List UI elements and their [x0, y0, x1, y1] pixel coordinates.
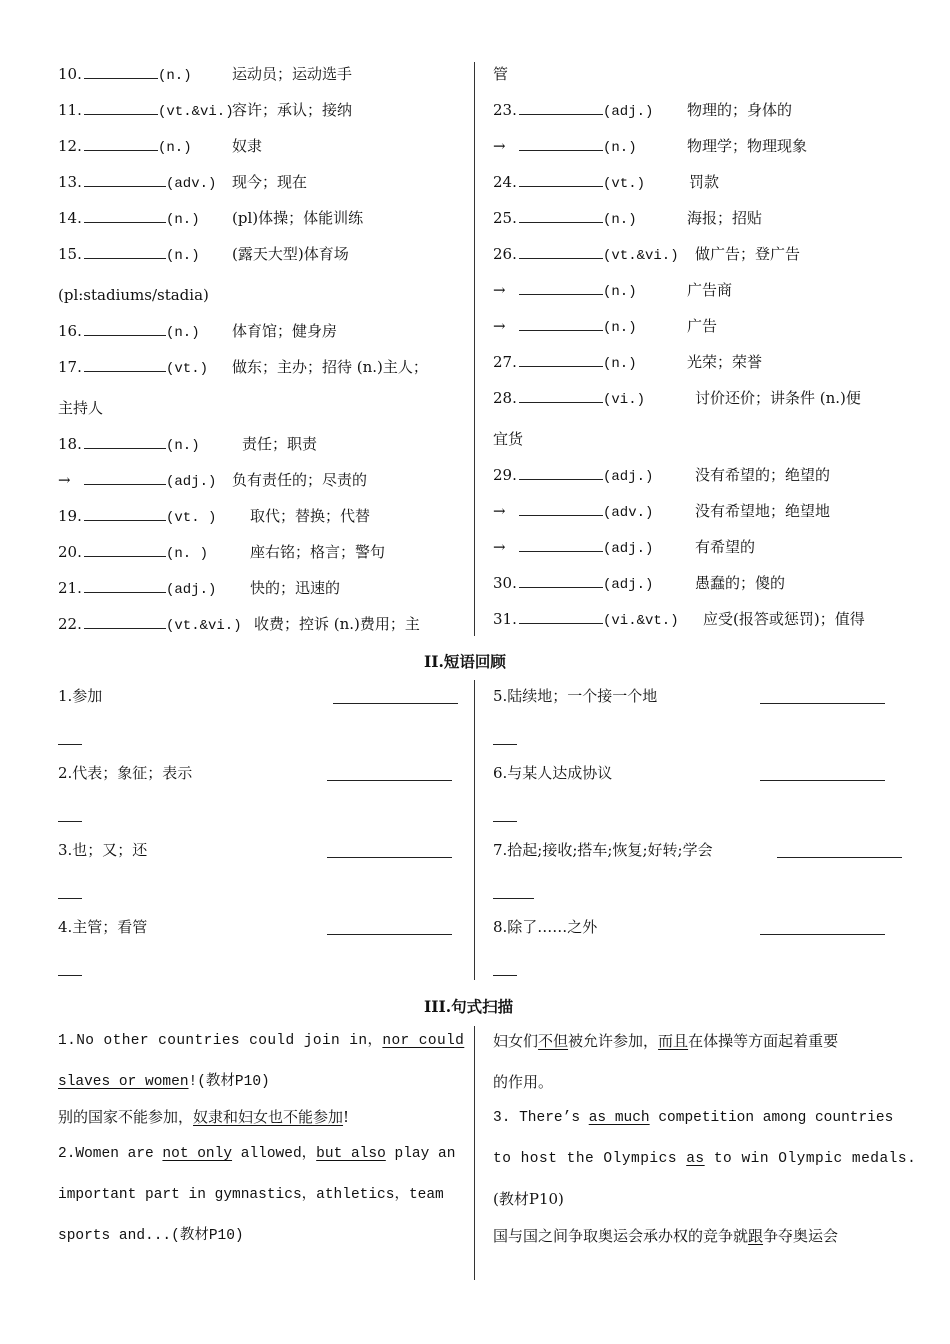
- vocab-number: 10.: [58, 65, 82, 83]
- sentence-2-en-line3: sports and...(教材P10): [58, 1228, 244, 1244]
- part-of-speech: (n.): [158, 68, 192, 84]
- answer-blank[interactable]: [777, 857, 902, 858]
- answer-blank[interactable]: [84, 470, 166, 485]
- part-of-speech: (n.): [166, 212, 200, 228]
- answer-blank[interactable]: [519, 609, 603, 624]
- answer-blank-continuation: [493, 744, 517, 745]
- sentence-2-cn-line1: 妇女们不但被允许参加，而且在体操等方面起着重要: [493, 1032, 839, 1050]
- vocab-item: [493, 280, 732, 302]
- vocab-item: [493, 352, 762, 374]
- vocab-number: 13.: [58, 173, 82, 191]
- vocab-number: 25.: [493, 209, 517, 227]
- vocab-item: [58, 285, 209, 305]
- vocab-item: [58, 244, 349, 266]
- vocab-item: [58, 100, 352, 122]
- vocab-meaning: 做广告；登广告: [695, 245, 801, 263]
- vocab-meaning: 取代；替换；代替: [250, 507, 371, 525]
- vocab-meaning: 运动员；运动选手: [232, 65, 353, 83]
- vocab-meaning: 容许；承认；接纳: [232, 101, 353, 119]
- answer-blank[interactable]: [84, 321, 166, 336]
- part-of-speech: (adj.): [166, 474, 217, 490]
- vocab-number: 26.: [493, 245, 517, 263]
- answer-blank[interactable]: [519, 136, 603, 151]
- answer-blank-continuation: [58, 744, 82, 745]
- part-of-speech: (adj.): [603, 104, 654, 120]
- sentence-1-en-line2: slaves or women!(教材P10): [58, 1074, 270, 1090]
- column-divider-middle: [474, 680, 475, 980]
- answer-blank[interactable]: [84, 506, 166, 521]
- phrase-item: 4.主管；看管: [58, 918, 148, 936]
- vocab-meaning: 奴隶: [232, 137, 263, 155]
- vocab-number: 16.: [58, 322, 82, 340]
- vocab-number: 17.: [58, 358, 82, 376]
- vocab-item: [493, 388, 861, 410]
- part-of-speech: (n.): [158, 140, 192, 156]
- vocab-meaning: 座右铭；格言；警句: [250, 543, 386, 561]
- answer-blank[interactable]: [519, 573, 603, 588]
- part-of-speech: (n.): [166, 248, 200, 264]
- vocab-meaning: 罚款: [689, 173, 720, 191]
- arrow-icon: →: [58, 471, 71, 489]
- answer-blank-continuation: [58, 975, 82, 976]
- sentence-3-en-line1: 3. There’s as much competition among countries: [493, 1110, 894, 1126]
- vocab-meaning: 应受(报答或惩罚)；值得: [703, 610, 865, 628]
- vocab-item: [58, 470, 367, 492]
- vocab-continuation: (pl:stadiums/stadia): [58, 286, 209, 304]
- sentence-2-cn-line2: 的作用。: [493, 1073, 554, 1091]
- vocab-number: 29.: [493, 466, 517, 484]
- phrase-item: 1.参加: [58, 687, 103, 705]
- part-of-speech: (n.): [603, 212, 637, 228]
- answer-blank[interactable]: [519, 501, 603, 516]
- answer-blank[interactable]: [519, 352, 603, 367]
- answer-blank-continuation: [58, 898, 82, 899]
- answer-blank[interactable]: [84, 64, 158, 79]
- sentence-2-en-line1: 2.Women are not only allowed，but also play an: [58, 1146, 456, 1162]
- vocab-meaning: (露天大型)体育场: [232, 245, 349, 263]
- vocab-number: 22.: [58, 615, 82, 633]
- vocab-item: [493, 64, 508, 84]
- part-of-speech: (n.): [603, 284, 637, 300]
- vocab-item: [58, 434, 317, 456]
- vocab-meaning: 光荣；荣誉: [687, 353, 763, 371]
- answer-blank[interactable]: [519, 537, 603, 552]
- sentence-2-en-line2: important part in gymnastics，athletics，team: [58, 1187, 444, 1203]
- arrow-icon: →: [493, 538, 506, 556]
- answer-blank[interactable]: [327, 780, 452, 781]
- part-of-speech: (vt.&vi.): [166, 618, 242, 634]
- section-2-title: II.短语回顾: [424, 652, 506, 671]
- vocab-number: 20.: [58, 543, 82, 561]
- vocab-number: 23.: [493, 101, 517, 119]
- vocab-item: [493, 609, 865, 631]
- arrow-icon: →: [493, 137, 506, 155]
- sentence-3-source: (教材P10): [493, 1190, 564, 1208]
- vocab-item: [493, 136, 807, 158]
- vocab-meaning: 有希望的: [695, 538, 756, 556]
- sentence-3-cn: 国与国之间争取奥运会承办权的竞争就跟争夺奥运会: [493, 1227, 839, 1245]
- vocab-number: 11.: [58, 101, 82, 119]
- phrase-item: 6.与某人达成协议: [493, 764, 613, 782]
- phrase-item: 5.陆续地；一个接一个地: [493, 687, 658, 705]
- vocab-number: 12.: [58, 137, 82, 155]
- vocab-meaning: 物理学；物理现象: [687, 137, 808, 155]
- vocab-number: 30.: [493, 574, 517, 592]
- vocab-item: [58, 506, 370, 528]
- vocab-meaning: 现今；现在: [232, 173, 308, 191]
- part-of-speech: (adj.): [603, 577, 654, 593]
- part-of-speech: (vt.&vi.): [603, 248, 679, 264]
- answer-blank[interactable]: [84, 542, 166, 557]
- phrase-item: 3.也；又；还: [58, 841, 148, 859]
- part-of-speech: (adv.): [166, 176, 217, 192]
- vocab-meaning: 负有责任的；尽责的: [232, 471, 368, 489]
- vocab-item: [58, 172, 307, 194]
- vocab-meaning: 体育馆；健身房: [232, 322, 338, 340]
- answer-blank-continuation: [58, 821, 82, 822]
- vocab-item: [493, 573, 785, 595]
- part-of-speech: (adj.): [603, 469, 654, 485]
- part-of-speech: (vt. ): [166, 510, 217, 526]
- vocab-meaning: 广告商: [687, 281, 733, 299]
- vocab-number: 15.: [58, 245, 82, 263]
- answer-blank[interactable]: [84, 357, 166, 372]
- part-of-speech: (adv.): [603, 505, 654, 521]
- vocab-meaning: 海报；招贴: [687, 209, 763, 227]
- part-of-speech: (n.): [166, 438, 200, 454]
- answer-blank[interactable]: [519, 388, 603, 403]
- answer-blank[interactable]: [84, 244, 166, 259]
- answer-blank[interactable]: [327, 857, 452, 858]
- vocab-item: [58, 136, 262, 158]
- vocab-item: [58, 398, 103, 418]
- answer-blank[interactable]: [519, 465, 603, 480]
- vocab-meaning: 快的；迅速的: [250, 579, 341, 597]
- section-3-title: III.句式扫描: [424, 997, 514, 1016]
- vocab-item: [58, 357, 428, 379]
- sentence-1-en-line1: 1.No other countries could join in，nor could: [58, 1033, 465, 1049]
- column-divider-top: [474, 62, 475, 636]
- vocab-meaning: 收费；控诉 (n.)费用；主: [254, 615, 420, 633]
- vocab-meaning: 没有希望地；绝望地: [695, 502, 831, 520]
- answer-blank[interactable]: [84, 614, 166, 629]
- vocab-number: 21.: [58, 579, 82, 597]
- vocab-number: 18.: [58, 435, 82, 453]
- vocab-number: 31.: [493, 610, 517, 628]
- vocab-item: [493, 465, 830, 487]
- vocab-item: [58, 614, 420, 636]
- part-of-speech: (vt.): [166, 361, 209, 377]
- arrow-icon: →: [493, 502, 506, 520]
- answer-blank-continuation: [493, 898, 534, 899]
- part-of-speech: (n. ): [166, 546, 209, 562]
- part-of-speech: (n.): [603, 320, 637, 336]
- phrase-item: 2.代表；象征；表示: [58, 764, 193, 782]
- arrow-icon: →: [493, 317, 506, 335]
- part-of-speech: (vt.&vi.): [158, 104, 234, 120]
- vocab-item: [58, 578, 340, 600]
- answer-blank[interactable]: [84, 208, 166, 223]
- part-of-speech: (adj.): [166, 582, 217, 598]
- part-of-speech: (vt.): [603, 176, 646, 192]
- vocab-continuation: 宜货: [493, 430, 524, 448]
- answer-blank-continuation: [493, 975, 517, 976]
- vocab-meaning: 物理的；身体的: [687, 101, 793, 119]
- vocab-meaning: 责任；职责: [242, 435, 318, 453]
- part-of-speech: (adj.): [603, 541, 654, 557]
- vocab-item: [58, 208, 363, 230]
- vocab-item: [493, 172, 719, 194]
- sentence-3-en-line2: to host the Olympics as to win Olympic medals.: [493, 1151, 917, 1167]
- answer-blank[interactable]: [327, 934, 452, 935]
- vocab-item: [493, 537, 755, 559]
- arrow-icon: →: [493, 281, 506, 299]
- answer-blank[interactable]: [84, 578, 166, 593]
- answer-blank[interactable]: [84, 434, 166, 449]
- answer-blank[interactable]: [519, 172, 603, 187]
- vocab-number: 19.: [58, 507, 82, 525]
- vocab-item: [493, 316, 717, 338]
- answer-blank[interactable]: [519, 100, 603, 115]
- answer-blank[interactable]: [760, 934, 885, 935]
- answer-blank[interactable]: [760, 703, 885, 704]
- part-of-speech: (vi.): [603, 392, 646, 408]
- vocab-continuation: 主持人: [58, 399, 104, 417]
- sentence-1-cn: 别的国家不能参加，奴隶和妇女也不能参加!: [58, 1108, 350, 1126]
- answer-blank[interactable]: [519, 316, 603, 331]
- answer-blank[interactable]: [84, 172, 166, 187]
- vocab-meaning: 广告: [687, 317, 718, 335]
- vocab-number: 14.: [58, 209, 82, 227]
- column-divider-bottom: [474, 1026, 475, 1280]
- vocab-item: [493, 208, 762, 230]
- vocab-item: [493, 100, 792, 122]
- answer-blank[interactable]: [519, 280, 603, 295]
- vocab-meaning: 没有希望的；绝望的: [695, 466, 831, 484]
- vocab-item: [493, 429, 523, 449]
- phrase-item: 7.拾起;接收;搭车;恢复;好转;学会: [493, 841, 713, 859]
- vocab-item: [58, 64, 352, 86]
- part-of-speech: (vi.&vt.): [603, 613, 679, 629]
- vocab-continuation: 管: [493, 65, 509, 83]
- answer-blank[interactable]: [84, 136, 158, 151]
- part-of-speech: (n.): [603, 356, 637, 372]
- vocab-number: 27.: [493, 353, 517, 371]
- vocab-number: 24.: [493, 173, 517, 191]
- answer-blank[interactable]: [519, 244, 603, 259]
- vocab-meaning: 讨价还价；讲条件 (n.)便: [695, 389, 861, 407]
- part-of-speech: (n.): [166, 325, 200, 341]
- vocab-number: 28.: [493, 389, 517, 407]
- answer-blank[interactable]: [760, 780, 885, 781]
- vocab-meaning: (pl)体操；体能训练: [232, 209, 364, 227]
- part-of-speech: (n.): [603, 140, 637, 156]
- answer-blank[interactable]: [333, 703, 458, 704]
- vocab-meaning: 愚蠢的；傻的: [695, 574, 786, 592]
- vocab-item: [493, 501, 830, 523]
- vocab-item: [493, 244, 800, 266]
- vocab-item: [58, 542, 385, 564]
- answer-blank[interactable]: [519, 208, 603, 223]
- phrase-item: 8.除了……之外: [493, 918, 598, 936]
- vocab-item: [58, 321, 337, 343]
- answer-blank[interactable]: [84, 100, 158, 115]
- vocab-meaning: 做东；主办；招待 (n.)主人；: [232, 358, 428, 376]
- answer-blank-continuation: [493, 821, 517, 822]
